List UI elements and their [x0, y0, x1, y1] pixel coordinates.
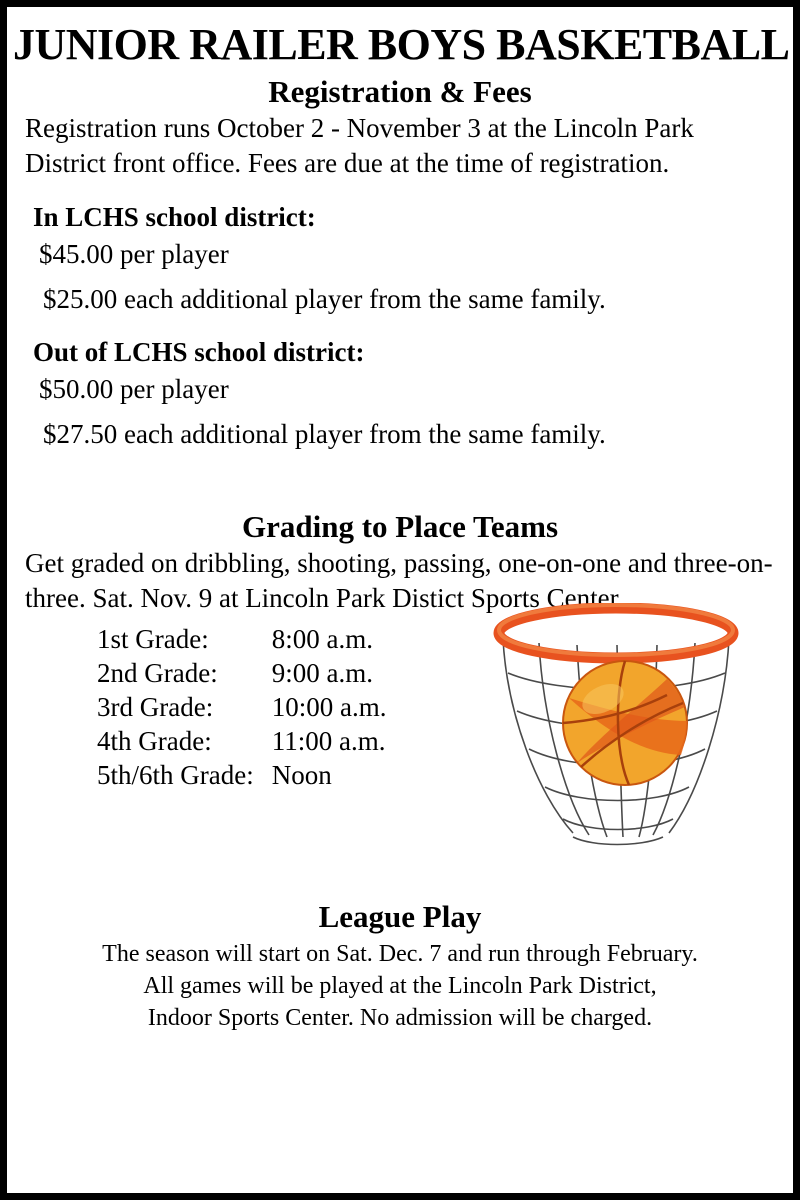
grade-time: 10:00 a.m.	[271, 692, 387, 723]
league-line-1: The season will start on Sat. Dec. 7 and run through February.	[102, 941, 698, 968]
table-row	[97, 725, 386, 759]
table-row	[97, 623, 386, 657]
league-heading: League Play	[318, 899, 482, 935]
basketball-hoop-icon	[477, 603, 757, 863]
grading-schedule-block	[7, 623, 793, 893]
table-row	[97, 657, 386, 691]
spacer	[7, 456, 793, 502]
in-district-fee-additional: $25.00 each additional player from the same family.	[43, 284, 606, 315]
out-district-fee-primary: $50.00 per player	[39, 374, 229, 405]
grade-time: 8:00 a.m.	[271, 624, 373, 655]
out-district-heading: Out of LCHS school district:	[33, 337, 365, 368]
out-district-fee-additional: $27.50 each additional player from the same family.	[43, 419, 606, 450]
table-row	[97, 759, 386, 793]
page-title: JUNIOR RAILER BOYS BASKETBALL	[13, 20, 790, 69]
grade-time: 11:00 a.m.	[271, 725, 386, 756]
grading-heading: Grading to Place Teams	[241, 509, 559, 545]
grading-schedule-table	[97, 623, 386, 792]
registration-heading: Registration & Fees	[268, 74, 532, 109]
grade-time: Noon	[271, 759, 332, 790]
grade-time: 9:00 a.m.	[271, 658, 373, 689]
in-district-fee-primary: $45.00 per player	[39, 239, 229, 270]
grade-label: 5th/6th Grade:	[97, 759, 254, 790]
grade-label: 2nd Grade:	[97, 658, 218, 689]
table-row	[97, 691, 386, 725]
league-line-3: Indoor Sports Center. No admission will be charged.	[147, 1004, 653, 1031]
grade-label: 4th Grade:	[97, 725, 212, 756]
in-district-heading: In LCHS school district:	[33, 202, 316, 233]
grading-paragraph: Get graded on dribbling, shooting, passing, one-on-one and three-on-three. Sat. Nov. 9 at Lincoln Park Distict Sports Center.	[25, 548, 773, 613]
league-line-2: All games will be played at the Lincoln Park District,	[143, 973, 657, 1000]
grade-label: 3rd Grade:	[97, 692, 214, 723]
registration-paragraph: Registration runs October 2 - November 3 at the Lincoln Park District front office. Fees are due at the time of registration.	[25, 113, 694, 178]
grade-label: 1st Grade:	[97, 624, 209, 655]
